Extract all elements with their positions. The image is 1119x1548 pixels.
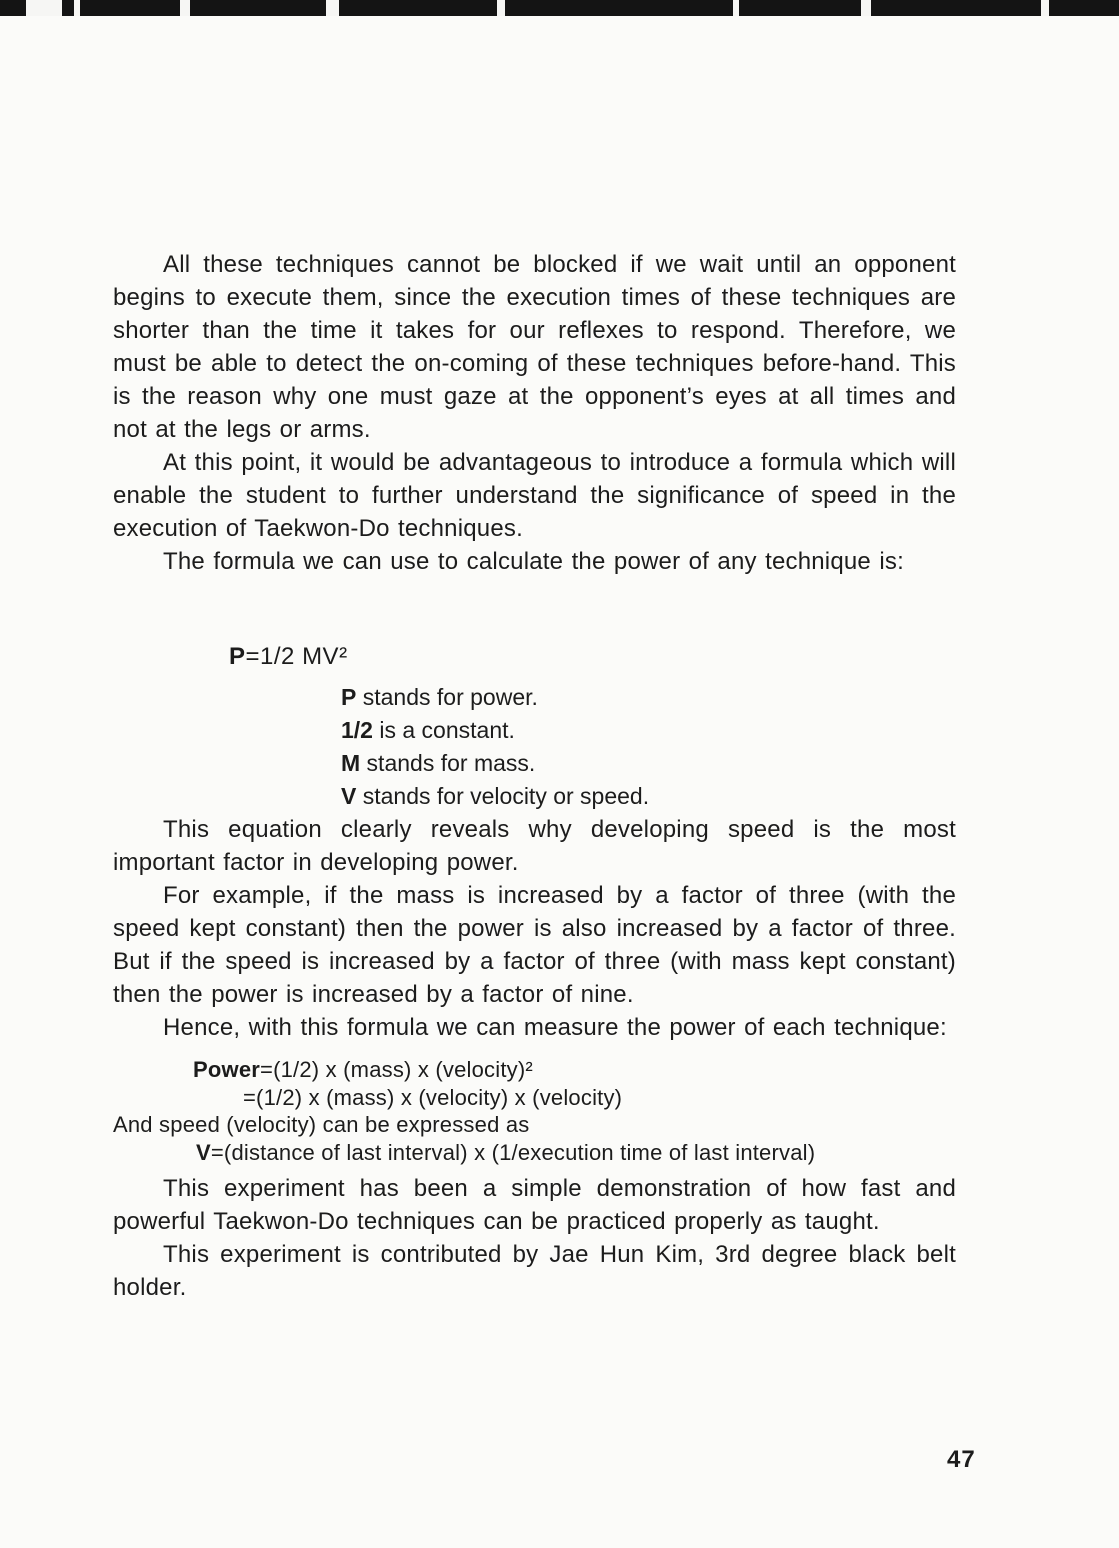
- definition-text: stands for power.: [356, 684, 538, 710]
- power-equation: [229, 640, 956, 673]
- paragraph-experiment: This experiment has been a simple demonstration of how fast and powerful Taekwon-Do techniques can be practiced properly as taught.: [113, 1175, 956, 1235]
- power-expression: =(1/2) x (mass) x (velocity)²: [260, 1057, 533, 1082]
- page-number: 47: [947, 1446, 976, 1473]
- scan-notch: [326, 0, 339, 16]
- paragraph-blocking-techniques: All these techniques cannot be blocked if we wait until an opponent begins to execute them, since the execution times of these techniques are shorter than the time it takes for our reflexes to respond. Therefore, we must be able to detect the on-coming of these techniques before-hand. This is the reason why one must gaze at the opponent’s eyes at all times and not at the legs or arms.: [113, 251, 956, 443]
- equation-symbol: P: [229, 643, 246, 670]
- definition-term: P: [341, 684, 357, 710]
- scan-notch: [861, 0, 871, 16]
- page-top-scan-edge: [0, 0, 1119, 16]
- speed-expression-note: And speed (velocity) can be expressed as: [113, 1112, 530, 1137]
- definition-term: V: [341, 783, 357, 809]
- power-equation-block: [113, 640, 956, 813]
- scan-notch: [497, 0, 505, 16]
- paragraph-formula-lead: The formula we can use to calculate the power of any technique is:: [163, 548, 904, 575]
- velocity-equation-line: [196, 1139, 956, 1167]
- power-calculation-block: [113, 1056, 956, 1166]
- power-calculation-line: [193, 1056, 956, 1084]
- scan-notch: [26, 0, 62, 16]
- scan-notch: [180, 0, 190, 16]
- definition-text: is a constant.: [372, 717, 515, 743]
- equation-definition: [341, 780, 956, 813]
- definition-text: stands for mass.: [360, 750, 536, 776]
- equation-definition: [341, 714, 956, 747]
- paragraph-hence: Hence, with this formula we can measure the power of each technique:: [163, 1014, 947, 1041]
- scan-notch: [1041, 0, 1049, 16]
- power-calculation-line: =(1/2) x (mass) x (velocity) x (velocity): [243, 1084, 623, 1110]
- velocity-expression: =(distance of last interval) x (1/execution time of last interval): [210, 1139, 816, 1165]
- paragraph-credit: This experiment is contributed by Jae Hun Kim, 3rd degree black belt holder.: [113, 1241, 956, 1301]
- definition-term: M: [341, 750, 361, 776]
- definition-text: stands for velocity or speed.: [356, 783, 650, 809]
- paragraph-formula-intro: At this point, it would be advantageous to introduce a formula which will enable the student to further understand the significance of speed in the execution of Taekwon-Do techniques.: [113, 449, 956, 542]
- definition-term: 1/2: [341, 717, 373, 743]
- paragraph-equation-meaning: This equation clearly reveals why developing speed is the most important factor in developing power.: [113, 816, 956, 876]
- equation-definition: [341, 681, 956, 714]
- power-term: Power: [193, 1057, 261, 1082]
- page-body: [113, 248, 956, 1304]
- equation-definition: [341, 747, 956, 780]
- velocity-term: V: [196, 1139, 211, 1165]
- equation-expression: =1/2 MV²: [245, 643, 348, 670]
- paragraph-example: For example, if the mass is increased by a factor of three (with the speed kept constant) then the power is also increased by a factor of three. But if the speed is increased by a factor of three (with mass kept constant) then the power is increased by a factor of nine.: [113, 882, 956, 1008]
- scan-notch: [733, 0, 739, 16]
- scan-notch: [74, 0, 80, 16]
